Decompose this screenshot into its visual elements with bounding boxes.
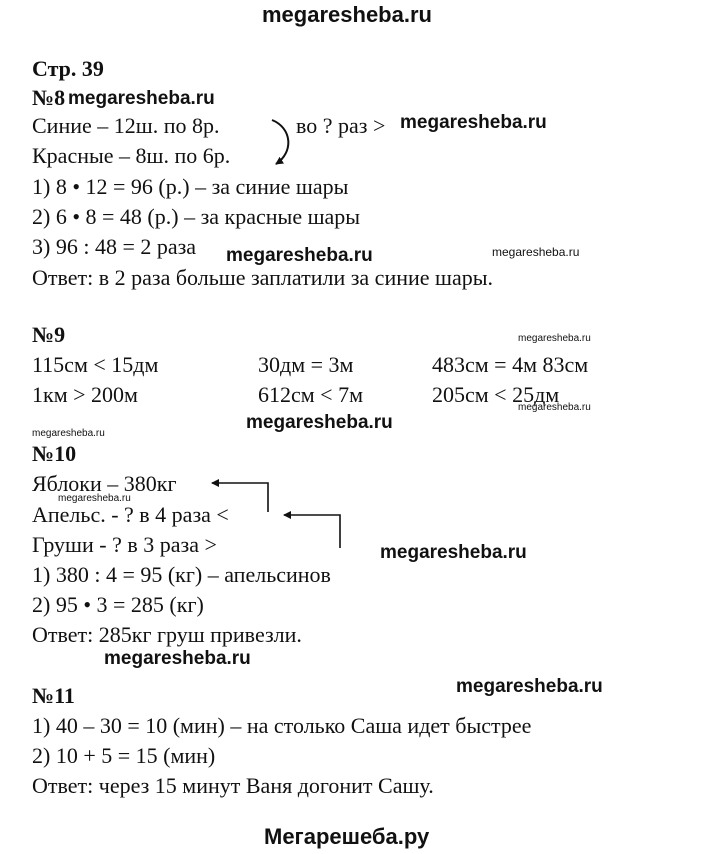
watermark: megaresheba.ru (492, 245, 580, 259)
watermark: megaresheba.ru (456, 676, 603, 697)
task-11-step-1: 1) 40 – 30 = 10 (мин) – на столько Саша идет быстрее (32, 713, 532, 738)
watermark: megaresheba.ru (58, 493, 131, 504)
watermark: megaresheba.ru (518, 402, 591, 413)
page-label: Стр. 39 (32, 56, 104, 81)
task-10-line-apples: Яблоки – 380кг (32, 471, 177, 496)
task-8-curved-arrow (272, 120, 288, 164)
task-9-cell: 205см < 25дм (432, 382, 560, 407)
task-10-arrow-apples (212, 483, 268, 512)
watermark: megaresheba.ru (518, 333, 591, 344)
task-8-number: №8 (32, 85, 66, 110)
task-8-line-red: Красные – 8ш. по 6р. (32, 143, 231, 168)
footer-watermark[interactable]: Мегарешеба.ру (264, 824, 430, 849)
task-10-line-pears: Груши - ? в 3 раза > (32, 532, 217, 557)
task-9-number: №9 (32, 322, 66, 347)
task-10-answer: Ответ: 285кг груш привезли. (32, 622, 302, 647)
watermark: megaresheba.ru (246, 412, 393, 433)
task-9-cell: 1км > 200м (32, 382, 138, 407)
watermark: megaresheba.ru (32, 428, 105, 439)
watermark: megaresheba.ru (104, 648, 251, 669)
task-10-step-1: 1) 380 : 4 = 95 (кг) – апельсинов (32, 562, 331, 587)
task-9-cell: 612см < 7м (258, 382, 364, 407)
task-8-step-1: 1) 8 • 12 = 96 (р.) – за синие шары (32, 174, 349, 199)
task-10-line-oranges: Апельс. - ? в 4 раза < (32, 502, 229, 527)
task-9-cell: 115см < 15дм (32, 352, 159, 377)
header-watermark[interactable]: megaresheba.ru (262, 2, 432, 27)
task-9-cell: 30дм = 3м (258, 352, 354, 377)
task-8-line-blue: Синие – 12ш. по 8р. (32, 113, 220, 138)
watermark: megaresheba.ru (400, 112, 547, 133)
task-11-answer: Ответ: через 15 минут Ваня догонит Сашу. (32, 773, 434, 798)
task-11-step-2: 2) 10 + 5 = 15 (мин) (32, 743, 216, 768)
task-11-number: №11 (32, 683, 75, 708)
watermark: megaresheba.ru (68, 88, 215, 109)
task-8-answer: Ответ: в 2 раза больше заплатили за синие шары. (32, 265, 494, 290)
watermark: megaresheba.ru (226, 245, 373, 266)
task-8-step-2: 2) 6 • 8 = 48 (р.) – за красные шары (32, 204, 361, 229)
watermark: megaresheba.ru (380, 542, 527, 563)
task-8-comparison: во ? раз > (296, 113, 386, 138)
task-10-step-2: 2) 95 • 3 = 285 (кг) (32, 592, 204, 617)
task-9-cell: 483см = 4м 83см (432, 352, 589, 377)
task-10-arrow-oranges (284, 515, 340, 548)
task-8-step-3: 3) 96 : 48 = 2 раза (32, 234, 197, 259)
task-10-number: №10 (32, 441, 77, 466)
